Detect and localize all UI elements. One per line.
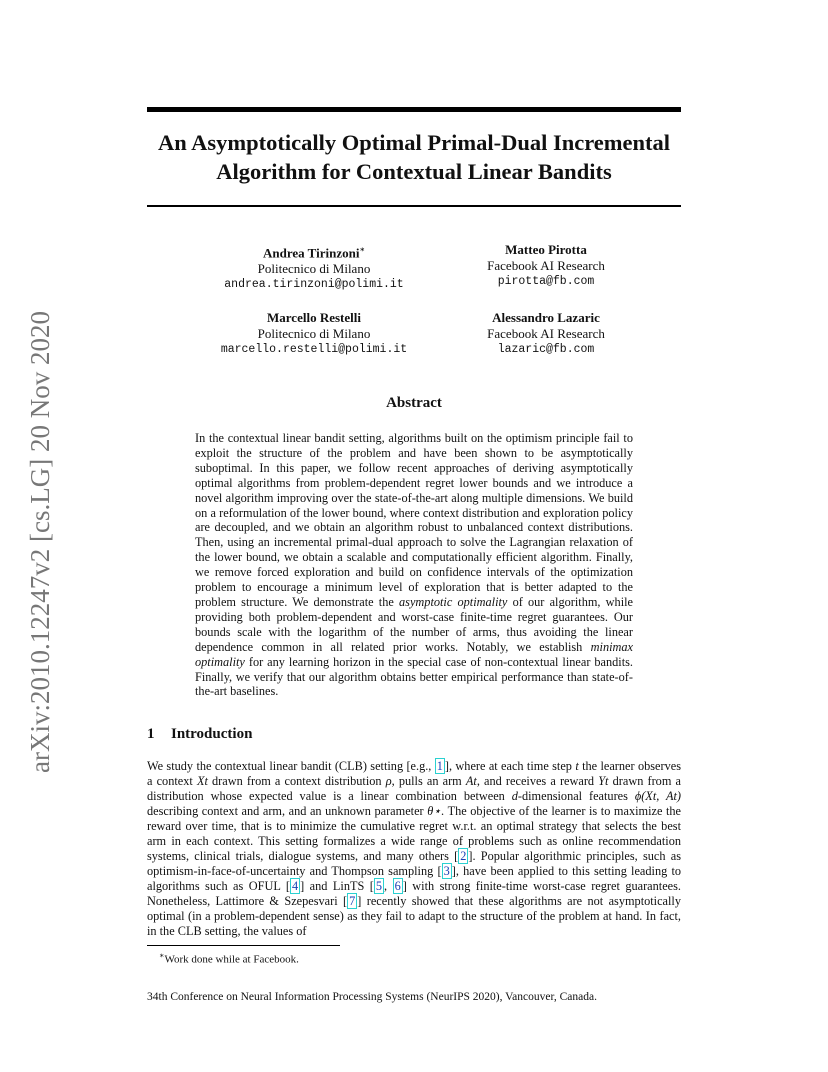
author-affiliation: Politecnico di Milano xyxy=(257,326,371,341)
author-block xyxy=(426,242,666,290)
citation-link[interactable]: 1 xyxy=(436,759,443,773)
footnote-divider xyxy=(147,945,340,946)
author-affiliation: Politecnico di Milano xyxy=(257,261,371,277)
title-rule-bottom xyxy=(147,205,681,207)
citation-link[interactable]: 7 xyxy=(349,894,356,908)
author-email[interactable]: pirotta@fb.com xyxy=(497,275,595,288)
author-name: Matteo Pirotta xyxy=(505,242,587,257)
conference-notice: 34th Conference on Neural Information Processing Systems (NeurIPS 2020), Vancouver, Canada. xyxy=(147,991,597,1003)
introduction-text: We study the contextual linear bandit (CLB) setting [e.g., 1 ], where at each time step t the learner observes a context Xt drawn from a context distribution ρ, pulls an arm At, and receives a reward Yt drawn from a distribution whose expected value is a linear combination between d-dimensional features ϕ(Xt, At) describing context and arm, and an unknown parameter θ⋆. The objective of the learner is to maximize the reward over time, that is to minimize the cumulative regret w.r.t. an optimal strategy that selects the best arm in each context. This setting formalizes a wide range of problems such as online recommendation systems, clinical trials, dialogue systems, and many others [ 2 ]. Popular algorithmic principles, such as optimism-in-face-of-uncertainty and Thompson sampling [ 3 ], have been applied to this setting leading to algorithms such as OFUL [ 4 ] and LinTS [ 5 , 6 ] with strong finite-time worst-case regret guarantees. Nonetheless, Lattimore & Szepesvari [ 7 ] recently showed that these algorithms are not asymptotically optimal (in a problem-dependent sense) as they fail to adapt to the structure of the problem at hand. In fact, in the CLB setting, the values of xyxy=(147,759,682,938)
author-affiliation: Facebook AI Research xyxy=(487,258,605,273)
abstract-heading: Abstract xyxy=(386,395,442,411)
footnote: ∗Work done while at Facebook. xyxy=(159,951,299,966)
author-name: Marcello Restelli xyxy=(267,310,361,325)
author-email[interactable]: marcello.restelli@polimi.it xyxy=(220,343,408,356)
author-name: Andrea Tirinzoni∗ xyxy=(263,245,365,261)
citation-link[interactable]: 2 xyxy=(460,849,467,863)
abstract-text: In the contextual linear bandit setting, algorithms built on the optimism principle fail to exploit the structure of the problem and have been shown to be asymptotically suboptimal. In this paper, we follow recent approaches of deriving asymptotically optimal algorithms from problem-dependent regret lower bounds and we introduce a novel algorithm improving over the state-of-the-art along multiple dimensions. We build on a reformulation of the lower bound, where context distribution and exploration policy are decoupled, and we obtain an algorithm robust to unbalanced context distributions. Then, using an incremental primal-dual approach to solve the Lagrangian relaxation of the lower bound, we obtain a scalable and computationally efficient algorithm. Finally, we remove forced exploration and build on confidence intervals of the optimization problem to encourage a minimum level of exploration that is better adapted to the problem structure. We demonstrate the asymptotic optimality of our algorithm, while providing both problem-dependent and worst-case finite-time regret guarantees. Our bounds scale with the logarithm of the number of arms, thus avoiding the linear dependence common in all related prior works. Notably, we establish minimax optimality for any learning horizon in the special case of non-contextual linear bandits. Finally, we verify that our algorithm obtains better empirical performance than state-of-the-art baselines. xyxy=(195,431,633,699)
author-block xyxy=(194,310,434,358)
author-block xyxy=(426,310,666,358)
citation-link[interactable]: 5 xyxy=(375,879,383,893)
author-name: Alessandro Lazaric xyxy=(492,310,600,325)
author-email[interactable]: lazaric@fb.com xyxy=(497,343,595,356)
citation-link[interactable]: 6 xyxy=(394,879,401,893)
paper-title: An Asymptotically Optimal Primal-Dual Incremental Algorithm for Contextual Linear Bandits xyxy=(157,130,671,184)
section-heading-introduction: 1 Introduction xyxy=(147,726,253,742)
arxiv-identifier-stamp: arXiv:2010.12247v2 [cs.LG] 20 Nov 2020 xyxy=(25,311,55,773)
citation-link[interactable]: 4 xyxy=(291,879,299,893)
citation-link[interactable]: 3 xyxy=(443,864,450,878)
author-block xyxy=(194,242,434,293)
author-email[interactable]: andrea.tirinzoni@polimi.it xyxy=(224,278,404,292)
author-affiliation: Facebook AI Research xyxy=(487,326,605,341)
title-rule-top xyxy=(147,107,681,112)
